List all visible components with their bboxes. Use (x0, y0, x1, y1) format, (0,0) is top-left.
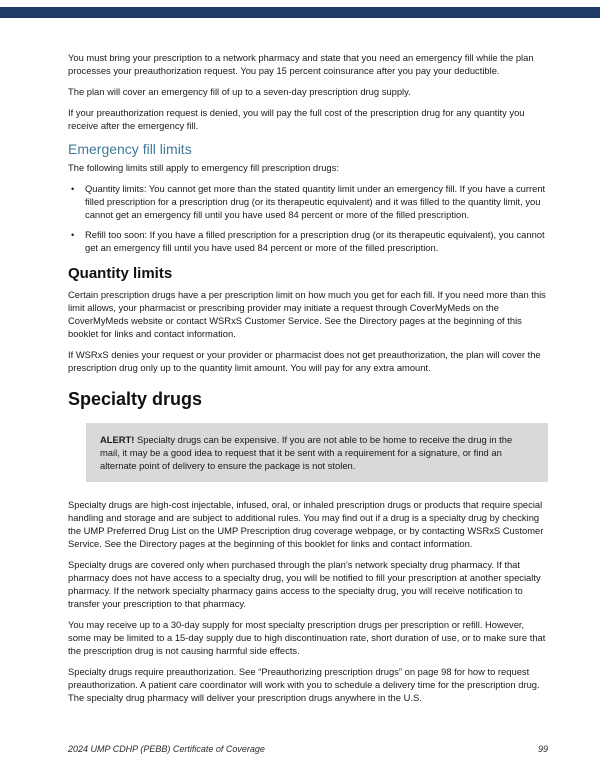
header-bar (0, 7, 600, 18)
paragraph-specialty-network: Specialty drugs are covered only when purchased through the plan’s network specialty drug pharmacy. If that pharmacy does not have access to a specialty drug, you will be notified to fill your prescription at another specialty pharmacy. If the network specialty pharmacy gains access to the specialty drug, you will receive notification to transfer your prescription to that pharmacy. (68, 559, 541, 609)
paragraph-specialty-supply: You may receive up to a 30-day supply for most specialty prescription drugs per prescription or refill. However, some may be limited to a 15-day supply due to high discontinuation rate, short duration of use, or to make sure that the prescription drug is not causing harmful side effects. (68, 619, 546, 656)
list-item-quantity-limits (68, 182, 548, 221)
alert-box (86, 423, 548, 482)
paragraph-specialty-definition: Specialty drugs are high-cost injectable, infused, oral, or inhaled prescription drugs or products that require special handling and storage and are subject to additional rules. You may find out if a drug is a specialty drug by checking the UMP Preferred Drug List on the UMP Prescription drug coverage webpage, or by contacting WSRxS Customer Service. See the Directory pages at the beginning of this booklet for links and contact information. (68, 499, 544, 549)
paragraph-quantity-limits-2: If WSRxS denies your request or your provider or pharmacist does not get preauthorization, the plan will cover the prescription drug only up to the quantity limit amount. You will pay for any extra amount. (68, 349, 541, 373)
heading-emergency-fill-limits: Emergency fill limits (68, 141, 192, 157)
paragraph-emergency-fill-intro: You must bring your prescription to a network pharmacy and state that you need an emergency fill while the plan processes your preauthorization request. You pay 15 percent coinsurance after you pay your deductible. (68, 52, 534, 76)
footer-document-title: 2024 UMP CDHP (PEBB) Certificate of Coverage (68, 744, 265, 754)
heading-specialty-drugs: Specialty drugs (68, 389, 203, 409)
alert-body-text: Specialty drugs can be expensive. If you are not able to be home to receive the drug in the mail, it may be a good idea to request that it be sent with a requirement for a signature, or find an alternate point of delivery to ensure the package is not stolen. (100, 434, 513, 471)
paragraph-limits-lead: The following limits still apply to emergency fill prescription drugs: (68, 162, 339, 173)
list-item-refill-too-soon (68, 228, 548, 254)
paragraph-denied-request: If your preauthorization request is denied, you will pay the full cost of the prescription drug for any quantity you receive after the emergency fill. (68, 107, 525, 131)
list-item-text: Quantity limits: You cannot get more than the stated quantity limit under an emergency fill. If you have a current filled prescription for a prescription drug (or its therapeutic equivalent) and it was filled to the quantity limit, you cannot get an emergency fill until you have used 84 percent or more of the filled prescription. (85, 183, 546, 220)
page-footer (68, 744, 548, 754)
paragraph-quantity-limits-1: Certain prescription drugs have a per prescription limit on how much you get for each fill. If you need more than this limit allows, your pharmacist or prescribing provider may initiate a request through CoverMyMeds on the CoverMyMeds website or contact WSRxS Customer Service. See the Directory pages at the beginning of this booklet for links and contact information. (68, 289, 546, 339)
heading-quantity-limits: Quantity limits (68, 265, 173, 282)
paragraph-specialty-preauth: Specialty drugs require preauthorization. See “Preauthorizing prescription drugs” on page 98 for how to request preauthorization. A patient care coordinator will work with you to schedule a delivery time for the prescription drug. The specialty drug pharmacy will deliver your prescription drugs anywhere in the U.S. (68, 666, 540, 703)
page-content (68, 51, 548, 712)
bullet-icon: • (71, 183, 75, 194)
list-item-text: Refill too soon: If you have a filled prescription for a prescription drug (or its therapeutic equivalent), you cannot get an emergency fill until you have used 84 percent or more of the filled prescription. (85, 229, 545, 253)
paragraph-seven-day-supply: The plan will cover an emergency fill of up to a seven-day prescription drug supply. (68, 86, 411, 97)
footer-page-number: 99 (537, 744, 548, 754)
bullet-icon: • (71, 229, 75, 240)
alert-text (100, 433, 534, 472)
alert-label: ALERT! (100, 434, 135, 445)
emergency-fill-limits-list (68, 182, 548, 254)
